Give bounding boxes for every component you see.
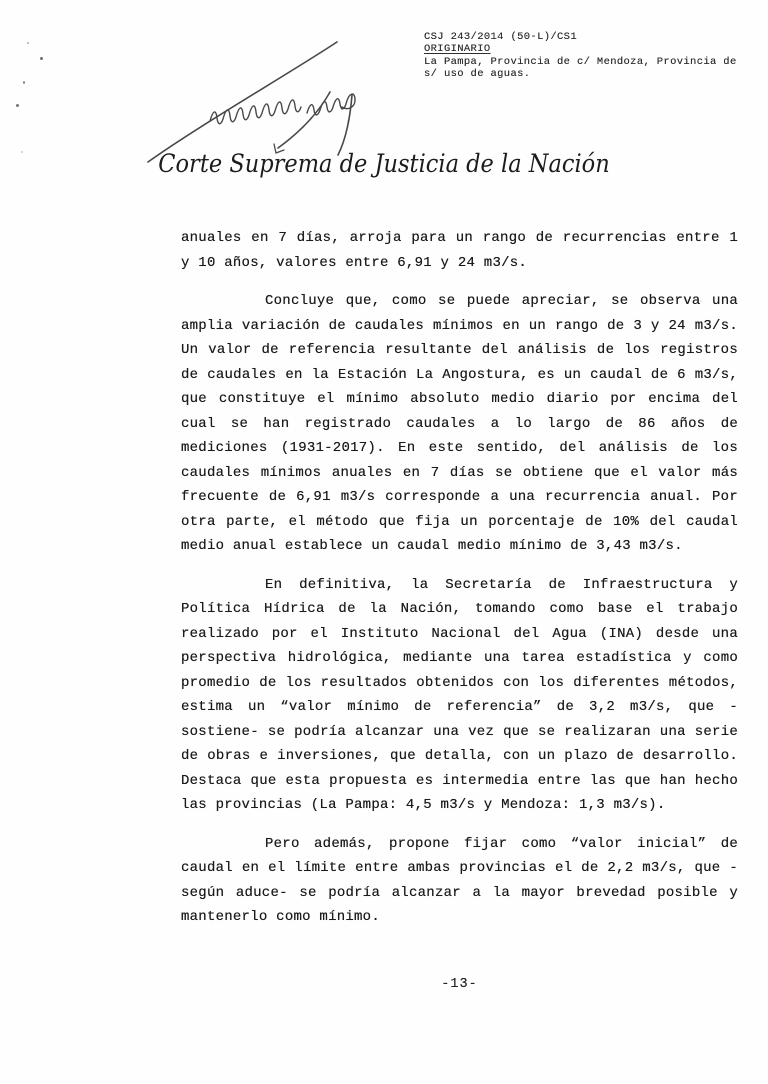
body-paragraph-3: En definitiva, la Secretaría de Infraestructura y Política Hídrica de la Nación, tomando como base el trabajo realizado por el Instituto Nacional del Agua (INA) desde una perspectiva hidrológica, mediante una tarea estadística y como promedio de los resultados obtenidos con los diferentes métodos, estima un “valor mínimo de referencia” de 3,2 m3/s, que -sostiene- se podría alcanzar una vez que se realizaran una serie de obras e inversiones, que detalla, con un plazo de desarrollo. Destaca que esta propuesta es intermedia entre las que han hecho las provincias (La Pampa: 4,5 m3/s y Mendoza: 1,3 m3/s).	[181, 576, 738, 813]
scan-speckle	[27, 42, 29, 44]
case-header	[424, 31, 737, 81]
document-body	[181, 226, 738, 944]
page-number: -13-	[441, 977, 478, 992]
scan-speckle	[21, 151, 23, 153]
case-type: ORIGINARIO	[424, 43, 491, 56]
body-paragraph-1: anuales en 7 días, arroja para un rango de recurrencias entre 1 y 10 años, valores entre 6,91 y 24 m3/s.	[181, 230, 738, 271]
body-paragraph-2: Concluye que, como se puede apreciar, se observa una amplia variación de caudales mínimos en un rango de 3 y 24 m3/s. Un valor de referencia resultante del análisis de los registros de caudales en la Estación La Angostura, es un caudal de 6 m3/s, que constituye el mínimo absoluto medio diario por encima del cual se han registrado caudales a lo largo de 86 años de mediciones (1931-2017). En este sentido, del análisis de los caudales mínimos anuales en 7 días se obtiene que el valor más frecuente de 6,91 m3/s corresponde a una recurrencia anual. Por otra parte, el método que fija un porcentaje de 10% del caudal medio anual establece un caudal medio mínimo de 3,43 m3/s.	[181, 293, 738, 554]
scan-speckle	[40, 57, 43, 60]
scan-speckle	[16, 104, 19, 107]
scan-speckle	[23, 81, 25, 84]
case-caption-line2: s/ uso de aguas.	[424, 68, 531, 81]
case-caption-line1: La Pampa, Provincia de c/ Mendoza, Provincia de	[424, 55, 737, 68]
body-paragraph-4: Pero además, propone fijar como “valor inicial” de caudal en el límite entre ambas provincias el de 2,2 m3/s, que -según aduce- se podría alcanzar a la mayor brevedad posible y mantenerlo como mínimo.	[181, 835, 738, 925]
case-number: CSJ 243/2014 (50-L)/CS1	[424, 31, 577, 43]
court-name-letterhead: Corte Suprema de Justicia de la Nación	[158, 149, 610, 178]
